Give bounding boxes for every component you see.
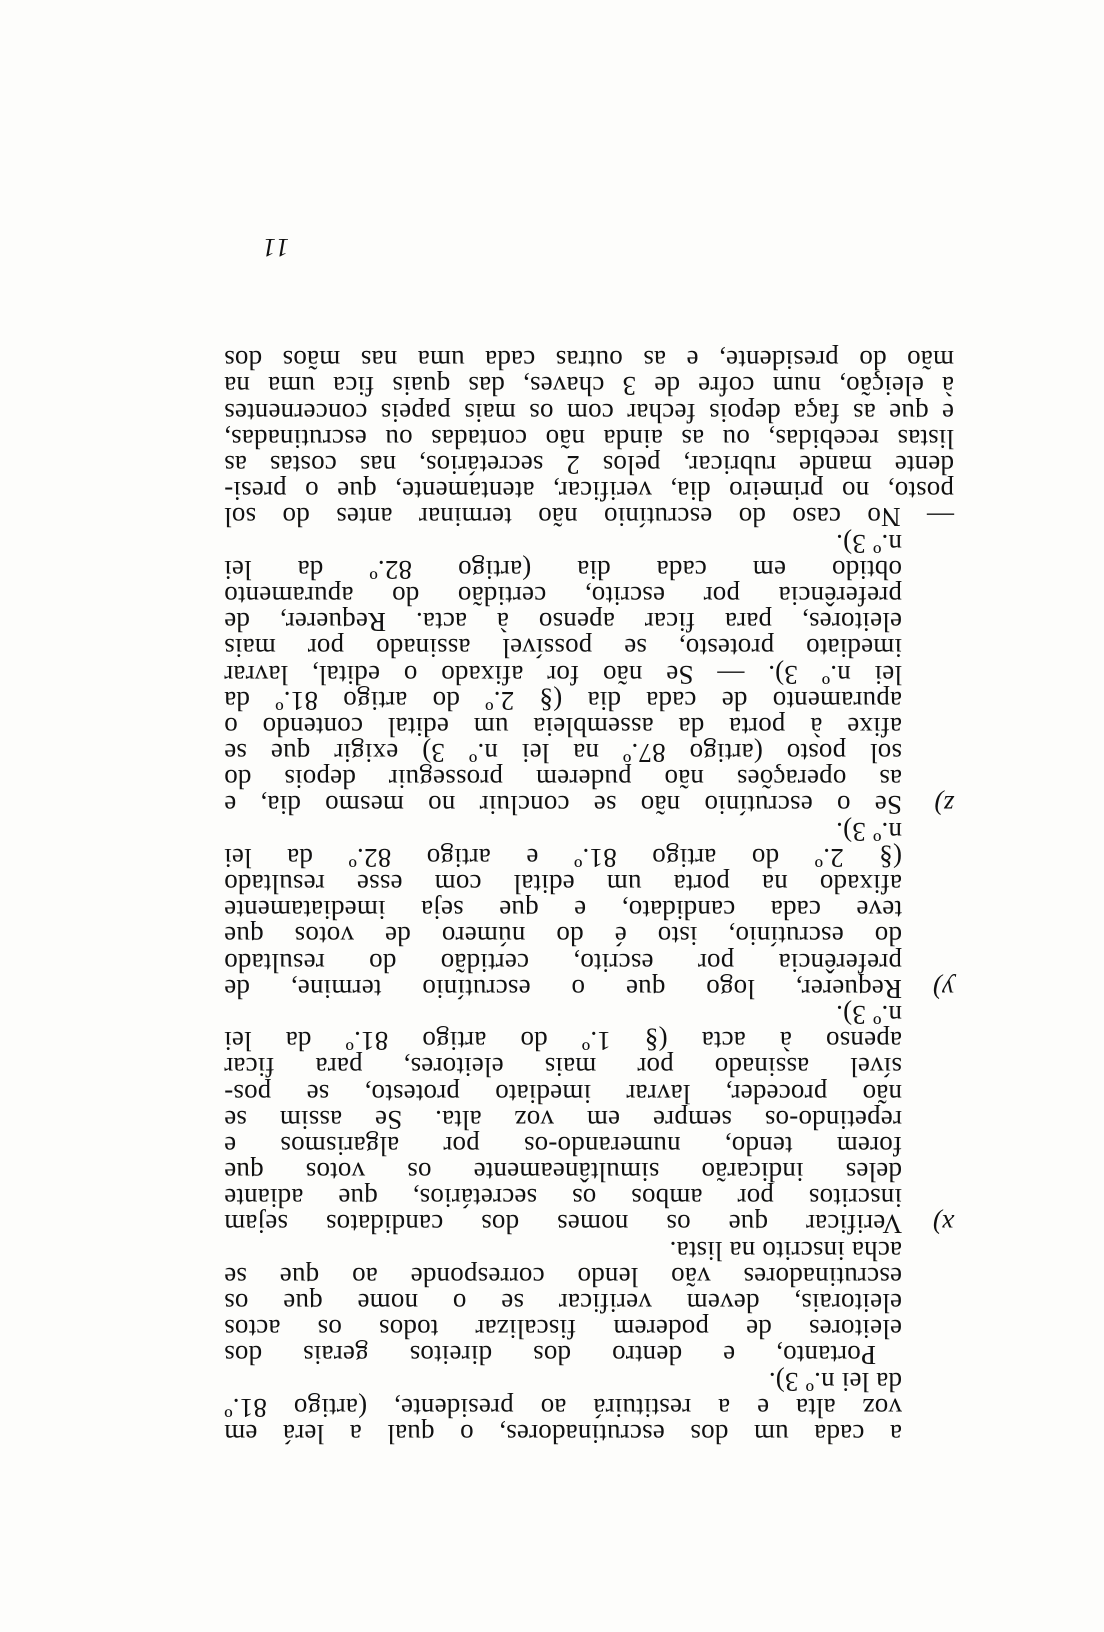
list-item-y (224, 816, 954, 1004)
text-line: Requerer, logo que o escrutínio termine, de (224, 973, 902, 1004)
list-item-z (224, 528, 954, 821)
text-line: imediato protesto, se possível assinado por mais (224, 633, 902, 664)
list-item-x (224, 1002, 954, 1238)
text-line: e que as faça depois fechar com os mais papeis concernentes (224, 397, 954, 428)
text-line: n.º 3). (835, 1000, 902, 1030)
text-line: à eleição, num cofre de 3 chaves, das quais fica uma na (224, 371, 954, 402)
text-line: sível assinado por mais eleitores, para ficar (224, 1052, 902, 1083)
text-line: a cada um dos escrutinadores, o qual a lerá em (224, 1419, 902, 1449)
page-number: 11 (260, 233, 289, 262)
text-line: eleitorais, devem verificar se o nome que os (224, 1288, 902, 1319)
text-line: Verificar que os nomes dos candidatos sejam (224, 1209, 902, 1240)
final-paragraph (224, 345, 954, 533)
text-line: deles indicarão simultâneamente os votos que (224, 1157, 902, 1188)
text-line: Se o escrutínio não se concluir no mesmo dia, e (224, 790, 902, 821)
item-body (224, 528, 902, 821)
text-line: eleitores de poderem fiscalizar todos os actos (224, 1314, 902, 1345)
text-line: acha inscrito na lista. (669, 1235, 902, 1266)
text-line: listas recebidas, ou as ainda não contadas ou escrutinadas, (224, 423, 954, 454)
text-line: posto, no primeiro dia, verificar, atentamente, que o presi- (224, 476, 954, 507)
text-line: Portanto, e dentro dos direitos gerais dos (224, 1340, 876, 1371)
item-label: x) (933, 1209, 954, 1240)
text-line: afixe à porta da assembleia um edital contendo o (224, 711, 902, 742)
text-line: apuramento de cada dia (§ 2.º do artigo 81.º da (224, 685, 902, 716)
item-body (224, 1002, 902, 1238)
text-line: preferência por escrito, certidão do resultado (224, 947, 902, 978)
text-line: preferência por escrito, certidão do apuramento (224, 581, 902, 611)
text-line: lei n.º 3). — Se não for afixado o edital, lavrar (224, 659, 902, 690)
text-line: da lei n.º 3). (768, 1366, 902, 1397)
text-line: — No caso do escrutínio não terminar antes do sol (224, 502, 954, 533)
text-line: as operações não puderem prosseguir depois do (224, 764, 902, 795)
item-label: z) (934, 790, 954, 821)
text-line: não proceder, lavrar imediato protesto, se pos- (224, 1078, 902, 1109)
text-line: repetindo-os sempre em voz alta. Se assim se (224, 1104, 902, 1135)
item-label: y) (933, 973, 954, 1004)
text-line: do escrutínio, isto é do número de votos que (224, 921, 902, 952)
text-line: n.º 3). (835, 528, 902, 559)
text-line: escrutinadores vão lendo corresponde ao que se (224, 1261, 902, 1292)
text-line: mão do presidente, e as outras cada uma nas mãos dos (224, 345, 954, 376)
text-line: voz alta e a restituirá ao presidente, (artigo 81.º (224, 1392, 902, 1423)
eleitores-paragraph (224, 1235, 902, 1371)
intro-paragraph (224, 1368, 902, 1447)
text-line: dente mande rubricar, pelos 2 secretários, nas costas as (224, 450, 954, 481)
text-line: teve cada candidato, e que seja imediatamente (224, 895, 902, 926)
text-line: afixado na porta um edital com esse resultado (224, 869, 902, 900)
text-block (224, 347, 954, 1447)
text-line: (§ 2.º do artigo 81.º e artigo 82.º da lei (224, 842, 902, 873)
text-line: obtido em cada dia (artigo 82.º da lei (224, 554, 902, 585)
text-line: inscritos por ambos os secretários, que adiante (224, 1183, 902, 1214)
text-line: eleitores, para ficar apenso à acta. Requerer, de (224, 607, 902, 638)
text-line: forem tendo, numerando-os por algarismos e (224, 1130, 902, 1161)
text-line: apenso à acta (§ 1.º do artigo 81.º da lei (224, 1026, 902, 1057)
item-body (224, 816, 902, 1004)
text-line: sol posto (artigo 87.º na lei n.º 3) exigir que se (224, 738, 902, 769)
text-line: n.º 3). (835, 816, 902, 847)
